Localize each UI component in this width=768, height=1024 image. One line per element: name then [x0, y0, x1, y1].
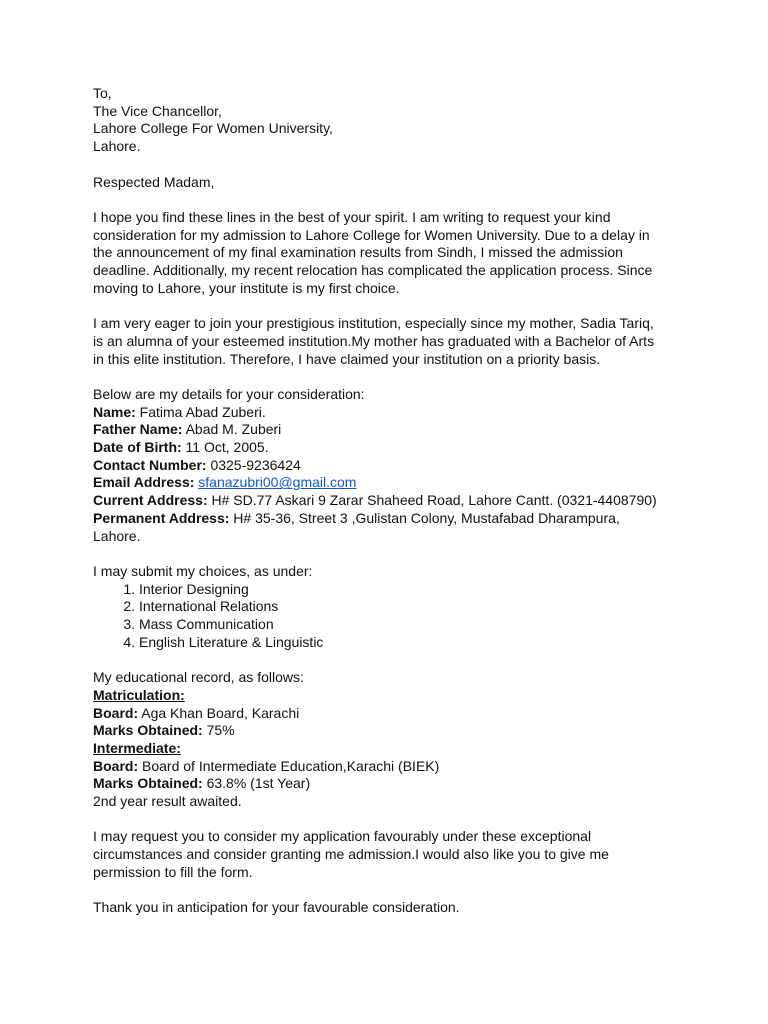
spacer	[93, 882, 733, 900]
paragraph-request	[93, 828, 733, 881]
choices-list	[93, 581, 733, 652]
paragraph-line: moving to Lahore, your institute is my first choice.	[93, 279, 400, 296]
spacer	[93, 811, 733, 829]
address-line: The Vice Chancellor,	[93, 102, 222, 119]
contact-row	[93, 457, 733, 475]
inter-marks-row	[93, 775, 733, 793]
inter-marks-label: Marks Obtained:	[93, 775, 203, 792]
personal-details	[93, 386, 733, 545]
spacer	[93, 545, 733, 563]
spacer	[93, 297, 733, 315]
father-name-label: Father Name:	[93, 421, 183, 438]
salutation: Respected Madam,	[93, 173, 215, 190]
intermediate-heading: Intermediate:	[93, 739, 181, 756]
paragraph-intro	[93, 209, 733, 298]
inter-marks-value: 63.8% (1st Year)	[202, 775, 311, 792]
name-row	[93, 404, 733, 422]
address-line: Lahore College For Women University,	[93, 120, 333, 137]
contact-value: 0325-9236424	[206, 456, 301, 473]
choices-intro: I may submit my choices, as under:	[93, 562, 313, 579]
list-item: 2. International Relations	[139, 598, 733, 616]
paragraph-line: the announcement of my final examination results from Sindh, I missed the admission	[93, 244, 623, 261]
matric-marks-label: Marks Obtained:	[93, 722, 203, 739]
permanent-address-value: H# 35-36, Street 3 ,Gulistan Colony, Mustafabad Dharampura,	[229, 509, 620, 526]
permanent-address-label: Permanent Address:	[93, 509, 230, 526]
paragraph-line: I hope you find these lines in the best of your spirit. I am writing to request your kind	[93, 208, 611, 225]
permanent-address-row	[93, 510, 733, 528]
address-block	[93, 85, 733, 156]
paragraph-line: consideration for my admission to Lahore College for Women University. Due to a delay in	[93, 226, 650, 243]
name-label: Name:	[93, 403, 136, 420]
email-label: Email Address:	[93, 474, 195, 491]
education-intro: My educational record, as follows:	[93, 669, 304, 686]
inter-result-note: 2nd year result awaited.	[93, 793, 242, 810]
paragraph-line: is an alumna of your esteemed institution.My mother has graduated with a Bachelor of Arts	[93, 332, 655, 349]
permanent-address-continued: Lahore.	[93, 527, 141, 544]
paragraph-mother	[93, 315, 733, 368]
inter-board-value: Board of Intermediate Education,Karachi (BIEK)	[138, 757, 440, 774]
choices-section	[93, 563, 733, 652]
matric-marks-row	[93, 722, 733, 740]
list-item: 4. English Literature & Linguistic	[139, 634, 733, 652]
dob-label: Date of Birth:	[93, 439, 182, 455]
letter-document	[93, 85, 733, 917]
matric-board-row	[93, 705, 733, 723]
father-name-row	[93, 421, 733, 439]
education-section	[93, 669, 733, 811]
email-link[interactable]: sfanazubri00@gmail.com	[198, 474, 357, 491]
matric-board-value: Aga Khan Board, Karachi	[138, 704, 300, 721]
matriculation-heading: Matriculation:	[93, 686, 185, 703]
paragraph-line: I may request you to consider my application favourably under these exceptional	[93, 828, 592, 845]
address-line: Lahore.	[93, 138, 141, 155]
dob-row	[93, 439, 733, 457]
paragraph-line: circumstances and consider granting me admission.I would also like you to give me	[93, 846, 609, 863]
name-value: Fatima Abad Zuberi.	[135, 403, 266, 420]
current-address-row	[93, 492, 733, 510]
inter-board-row	[93, 758, 733, 776]
closing-line: Thank you in anticipation for your favourable consideration.	[93, 899, 460, 916]
paragraph-line: permission to fill the form.	[93, 863, 253, 880]
spacer	[93, 651, 733, 669]
matric-board-label: Board:	[93, 704, 139, 721]
father-name-value: Abad M. Zuberi	[182, 421, 282, 438]
matric-marks-value: 75%	[202, 722, 235, 739]
details-intro: Below are my details for your consideration:	[93, 385, 365, 402]
current-address-label: Current Address:	[93, 492, 208, 509]
spacer	[93, 368, 733, 386]
paragraph-line: in this elite institution. Therefore, I have claimed your institution on a priority basis.	[93, 350, 601, 367]
spacer	[93, 156, 733, 174]
address-line: To,	[93, 85, 112, 101]
paragraph-line: deadline. Additionally, my recent relocation has complicated the application process. Since	[93, 262, 653, 278]
spacer	[93, 191, 733, 209]
inter-board-label: Board:	[93, 757, 139, 774]
dob-value: 11 Oct, 2005.	[181, 439, 269, 455]
current-address-value: H# SD.77 Askari 9 Zarar Shaheed Road, Lahore Cantt. (0321-4408790)	[207, 492, 657, 509]
paragraph-line: I am very eager to join your prestigious institution, especially since my mother, Sadia Tariq,	[93, 315, 654, 332]
list-item: 3. Mass Communication	[139, 616, 733, 634]
email-row	[93, 474, 733, 492]
contact-label: Contact Number:	[93, 456, 207, 473]
list-item: 1. Interior Designing	[139, 581, 733, 599]
